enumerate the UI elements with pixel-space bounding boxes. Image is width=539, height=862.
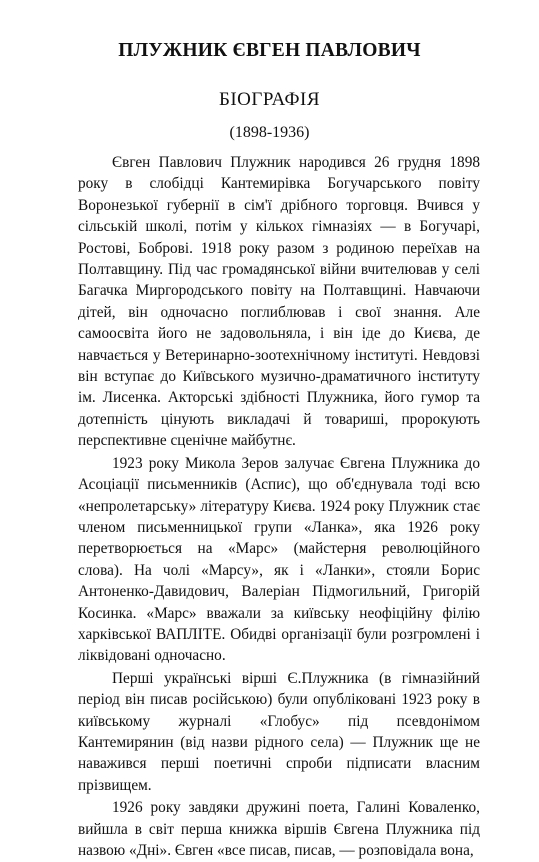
life-years: (1898-1936) — [229, 124, 310, 141]
document-title: ПЛУЖНИК ЄВГЕН ПАВЛОВИЧ — [118, 40, 421, 61]
paragraph: Перші українські вірші Є.Плужника (в гімназійний період він писав російською) були опубліковані 1923 року в київському журналі «Глобус» під псевдонімом Кантемирянин (від назви рідного села) — Плужник ще не наважився перші поетичні спроби підписати власним прізвищем. — [78, 669, 480, 794]
paragraph: 1923 року Микола Зеров залучає Євгена Плужника до Асоціації письменників (Аспис), що об'єднувала тоді всю «непролетарську» літературу Києва. 1924 року Плужник стає членом письменницької групи «Ланка», яка 1926 року перетворюється на «Марс» (майстерня революційного слова). На чолі «Марсу», як і «Ланки», стояли Борис Антоненко-Давидович, Валеріан Підмогильний, Григорій Косинка. «Марс» вважали за київську неофіційну філію харківської ВАПЛІТЕ. Обидві організації були розгромлені і ліквідовані одночасно. — [78, 454, 480, 665]
paragraph: 1926 року завдяки дружині поета, Галині Коваленко, вийшла в світ перша книжка віршів Євгена Плужника під назвою «Дні». Євген «все писав, писав, — розповідала вона, — [78, 799, 480, 859]
biography-text — [78, 152, 480, 862]
paragraph: Євген Павлович Плужник народився 26 грудня 1898 року в слобідці Кантемирівка Богучарського повіту Воронезької губернії в сім'ї дрібного торговця. Вчився у сільській школі, потім у кількох гімназіях — в Богучарі, Ростові, Боброві. 1918 року разом з родиною переїхав на Полтавщину. Під час громадянської війни вчителював у селі Багачка Миргородського повіту на Полтавщині. Навчаючи дітей, він одночасно поглиблював і свої знання. Але самоосвіта його не задовольняла, і він іде до Києва, де навчається у Ветеринарно-зоотехнічному інституті. Невдовзі він вступає до Київського музично-драматичного інституту ім. Лисенка. Акторські здібності Плужника, його гумор та дотепність цінують викладачі й товариші, пророкують перспективне сценічне майбутнє. — [78, 154, 480, 450]
document-subtitle: БІОГРАФІЯ — [218, 89, 321, 110]
